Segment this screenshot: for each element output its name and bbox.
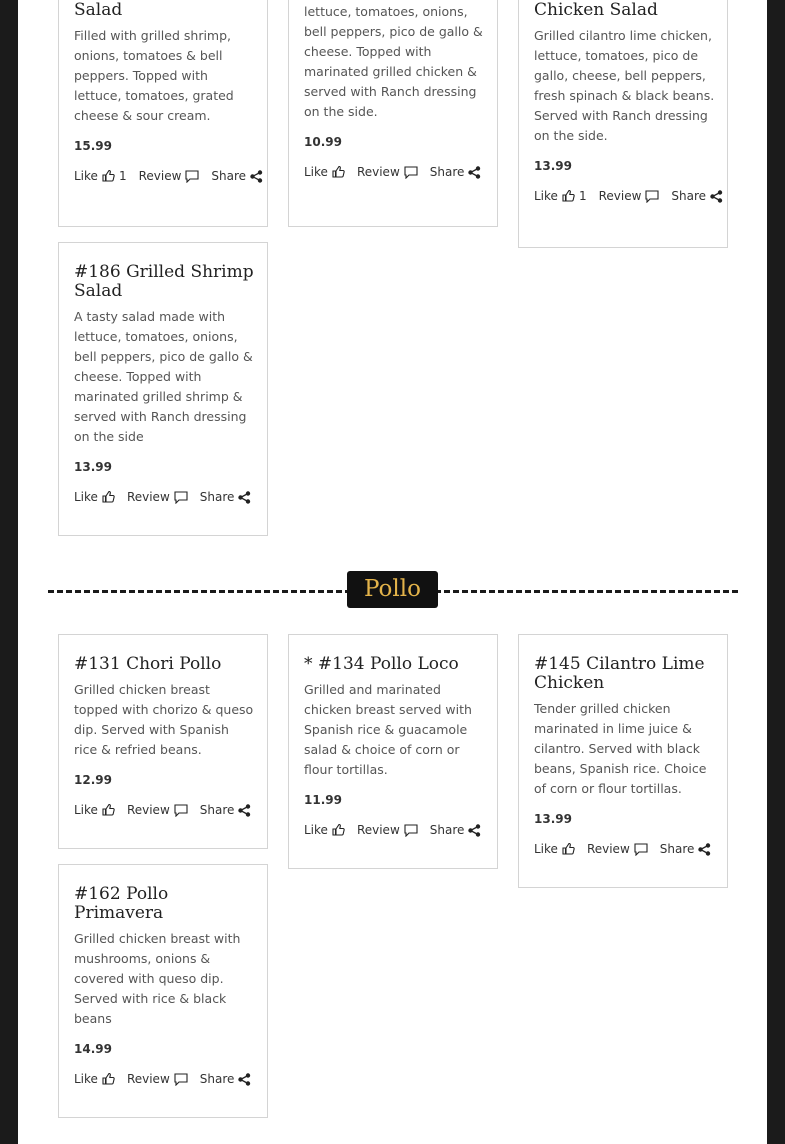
item-actions [74, 487, 255, 507]
review-button[interactable] [599, 186, 660, 206]
item-actions [534, 839, 715, 859]
item-price: 14.99 [74, 1042, 112, 1056]
like-label: Like [534, 189, 558, 203]
share-label: Share [671, 189, 707, 203]
menu-item-card [518, 634, 728, 888]
like-label: Like [74, 169, 98, 183]
like-label: Like [304, 165, 328, 179]
item-description: lettuce, tomatoes, onions, bell peppers, pico de gallo & cheese. Topped with marinated grilled chicken & served with Ranch dressing on the side. [304, 4, 483, 119]
like-button[interactable] [74, 800, 115, 820]
thumbs-up-icon [102, 170, 115, 182]
section-title: Pollo [347, 571, 438, 608]
comment-icon [634, 843, 648, 856]
item-price: 10.99 [304, 135, 342, 149]
item-price: 11.99 [304, 793, 342, 807]
share-icon [468, 166, 481, 179]
item-actions [74, 800, 255, 820]
like-label: Like [534, 842, 558, 856]
item-title: Chicken Salad [534, 0, 658, 20]
review-button[interactable] [357, 820, 418, 840]
item-description: A tasty salad made with lettuce, tomatoes, onions, bell peppers, pico de gallo & cheese. Topped with marinated grilled shrimp & served with Ranch dressing on the side [74, 309, 253, 444]
share-button[interactable] [200, 487, 252, 507]
item-title: #131 Chori Pollo [74, 654, 222, 674]
like-button[interactable] [304, 820, 345, 840]
like-count: 1 [118, 169, 127, 183]
share-button[interactable] [430, 162, 482, 182]
item-price: 13.99 [534, 812, 572, 826]
review-label: Review [138, 169, 182, 183]
review-label: Review [356, 165, 400, 179]
like-button[interactable] [74, 1069, 115, 1089]
share-icon [238, 1073, 251, 1086]
review-button[interactable] [127, 1069, 188, 1089]
like-button[interactable] [74, 487, 115, 507]
item-description: Grilled and marinated chicken breast served with Spanish rice & guacamole salad & choice of corn or flour tortillas. [304, 682, 472, 777]
like-label: Like [74, 490, 98, 504]
share-label: Share [211, 169, 247, 183]
thumbs-up-icon [562, 843, 575, 855]
review-label: Review [598, 189, 642, 203]
share-icon [710, 190, 723, 203]
item-description: Tender grilled chicken marinated in lime juice & cilantro. Served with black beans, Spanish rice. Choice of corn or flour tortillas. [534, 701, 707, 796]
like-label: Like [74, 803, 98, 817]
share-label: Share [429, 823, 465, 837]
like-label: Like [304, 823, 328, 837]
thumbs-up-icon [102, 491, 115, 503]
like-button[interactable] [74, 166, 127, 186]
review-label: Review [126, 803, 170, 817]
like-count: 1 [578, 189, 587, 203]
share-button[interactable] [430, 820, 482, 840]
comment-icon [174, 804, 188, 817]
item-description: Grilled cilantro lime chicken, lettuce, tomatoes, pico de gallo, cheese, bell peppers, fresh spinach & black beans. Served with Ranch dressing on the side. [534, 28, 715, 143]
review-label: Review [586, 842, 630, 856]
menu-item-card [58, 634, 268, 849]
item-title: #162 Pollo Primavera [74, 884, 169, 923]
item-title: #186 Grilled Shrimp Salad [74, 262, 254, 301]
thumbs-up-icon [332, 166, 345, 178]
share-icon [698, 843, 711, 856]
item-price: 13.99 [74, 460, 112, 474]
menu-item-card [518, 0, 728, 248]
item-price: 12.99 [74, 773, 112, 787]
like-label: Like [74, 1072, 98, 1086]
share-label: Share [659, 842, 695, 856]
share-icon [468, 824, 481, 837]
review-button[interactable] [357, 162, 418, 182]
item-actions [304, 162, 485, 182]
item-title: #145 Cilantro Lime Chicken [534, 654, 705, 693]
share-button[interactable] [200, 800, 252, 820]
menu-item-card [288, 0, 498, 227]
share-button[interactable] [200, 1069, 252, 1089]
item-description: Grilled chicken breast topped with chorizo & queso dip. Served with Spanish rice & refried beans. [74, 682, 254, 757]
menu-item-card [288, 634, 498, 869]
item-actions [74, 1069, 255, 1089]
menu-item-card [58, 864, 268, 1118]
thumbs-up-icon [102, 804, 115, 816]
item-actions [304, 820, 485, 840]
comment-icon [645, 190, 659, 203]
review-button[interactable] [127, 487, 188, 507]
menu-item-card [58, 242, 268, 536]
share-button[interactable] [660, 839, 712, 859]
share-button[interactable] [671, 186, 723, 206]
comment-icon [174, 491, 188, 504]
item-description: Grilled chicken breast with mushrooms, onions & covered with queso dip. Served with rice & black beans [74, 931, 241, 1026]
review-label: Review [126, 490, 170, 504]
share-label: Share [199, 803, 235, 817]
share-icon [238, 804, 251, 817]
section-header-pollo [48, 571, 738, 609]
item-actions [74, 166, 255, 186]
thumbs-up-icon [332, 824, 345, 836]
thumbs-up-icon [102, 1073, 115, 1085]
review-button[interactable] [127, 800, 188, 820]
comment-icon [174, 1073, 188, 1086]
comment-icon [404, 166, 418, 179]
share-label: Share [199, 1072, 235, 1086]
review-button[interactable] [139, 166, 200, 186]
review-label: Review [356, 823, 400, 837]
comment-icon [185, 170, 199, 183]
like-button[interactable] [534, 839, 575, 859]
item-actions [534, 186, 715, 206]
review-button[interactable] [587, 839, 648, 859]
item-price: 15.99 [74, 139, 112, 153]
like-button[interactable] [304, 162, 345, 182]
share-icon [238, 491, 251, 504]
item-title: * #134 Pollo Loco [304, 654, 459, 674]
thumbs-up-icon [562, 190, 575, 202]
item-description: Filled with grilled shrimp, onions, tomatoes & bell peppers. Topped with lettuce, tomatoes, grated cheese & sour cream. [74, 28, 234, 123]
share-label: Share [429, 165, 465, 179]
share-button[interactable] [211, 166, 263, 186]
share-label: Share [199, 490, 235, 504]
review-label: Review [126, 1072, 170, 1086]
share-icon [250, 170, 263, 183]
like-button[interactable] [534, 186, 587, 206]
comment-icon [404, 824, 418, 837]
menu-page [18, 0, 767, 1144]
item-price: 13.99 [534, 159, 572, 173]
menu-item-card [58, 0, 268, 227]
item-title: Salad [74, 0, 123, 20]
